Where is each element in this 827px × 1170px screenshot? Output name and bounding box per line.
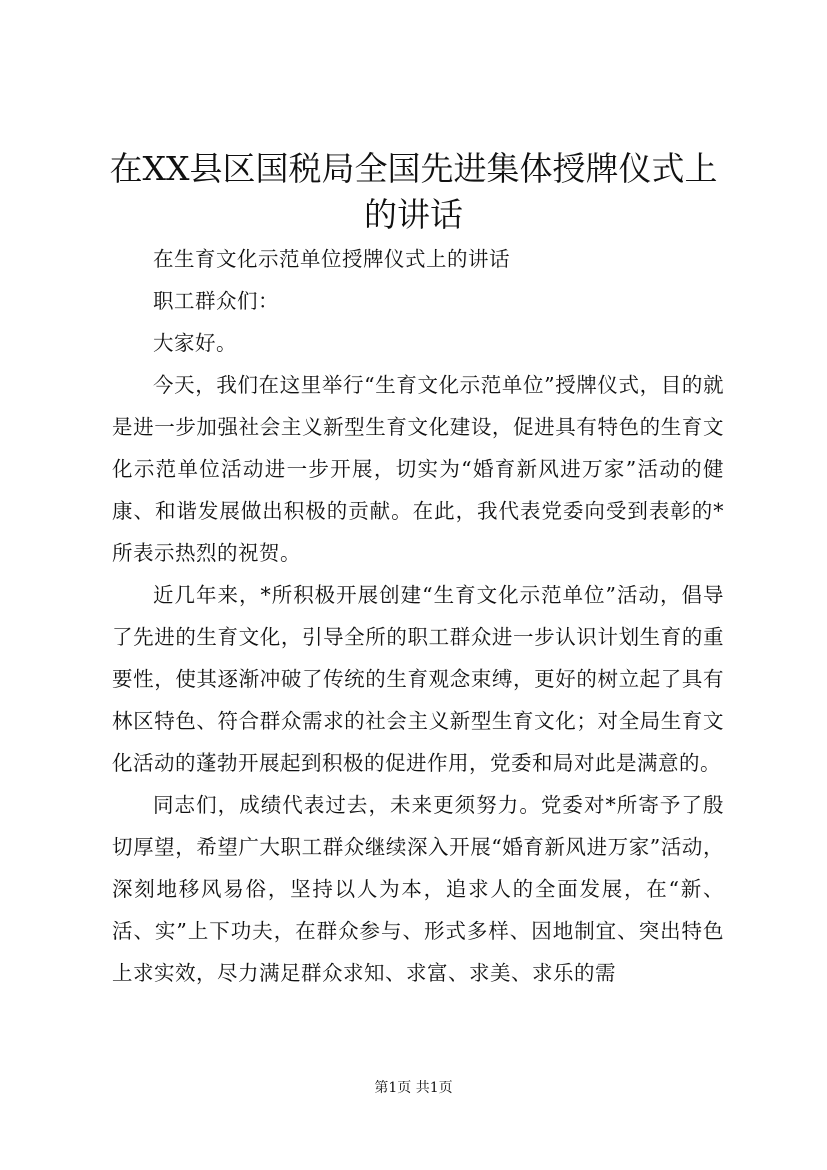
document-title: 在XX县区国税局全国先进集体授牌仪式上的讲话: [109, 149, 718, 234]
paragraph-body: 同志们，成绩代表过去，未来更须努力。党委对*所寄予了殷切厚望，希望广大职工群众继续深入开展“婚育新风进万家”活动，深刻地移风易俗，坚持以人为本，追求人的全面发展，在“新、活、实”上下功夫，在群众参与、形式多样、因地制宜、突出特色上求实效，尽力满足群众求知、求富、求美、求乐的需: [112, 793, 724, 985]
paragraph-salutation: 职工群众们：: [153, 289, 279, 313]
paragraph-body: 今天，我们在这里举行“生育文化示范单位”授牌仪式，目的就是进一步加强社会主义新型生育文化建设，促进具有特色的生育文化示范单位活动进一步开展，切实为“婚育新风进万家”活动的健康、和谐发展做出积极的贡献。在此，我代表党委向受到表彰的*所表示热烈的祝贺。: [112, 373, 724, 565]
document-body: [112, 238, 724, 994]
paragraph-body: 近几年来，*所积极开展创建“生育文化示范单位”活动，倡导了先进的生育文化，引导全所的职工群众进一步认识计划生育的重要性，使其逐渐冲破了传统的生育观念束缚，更好的树立起了具有林区特色、符合群众需求的社会主义新型生育文化；对全局生育文化活动的蓬勃开展起到积极的促进作用，党委和局对此是满意的。: [112, 583, 724, 775]
paragraph-subtitle: 在生育文化示范单位授牌仪式上的讲话: [153, 247, 510, 271]
paragraph-greeting: 大家好。: [153, 331, 237, 355]
page-footer: 第1页 共1页: [374, 1080, 453, 1096]
